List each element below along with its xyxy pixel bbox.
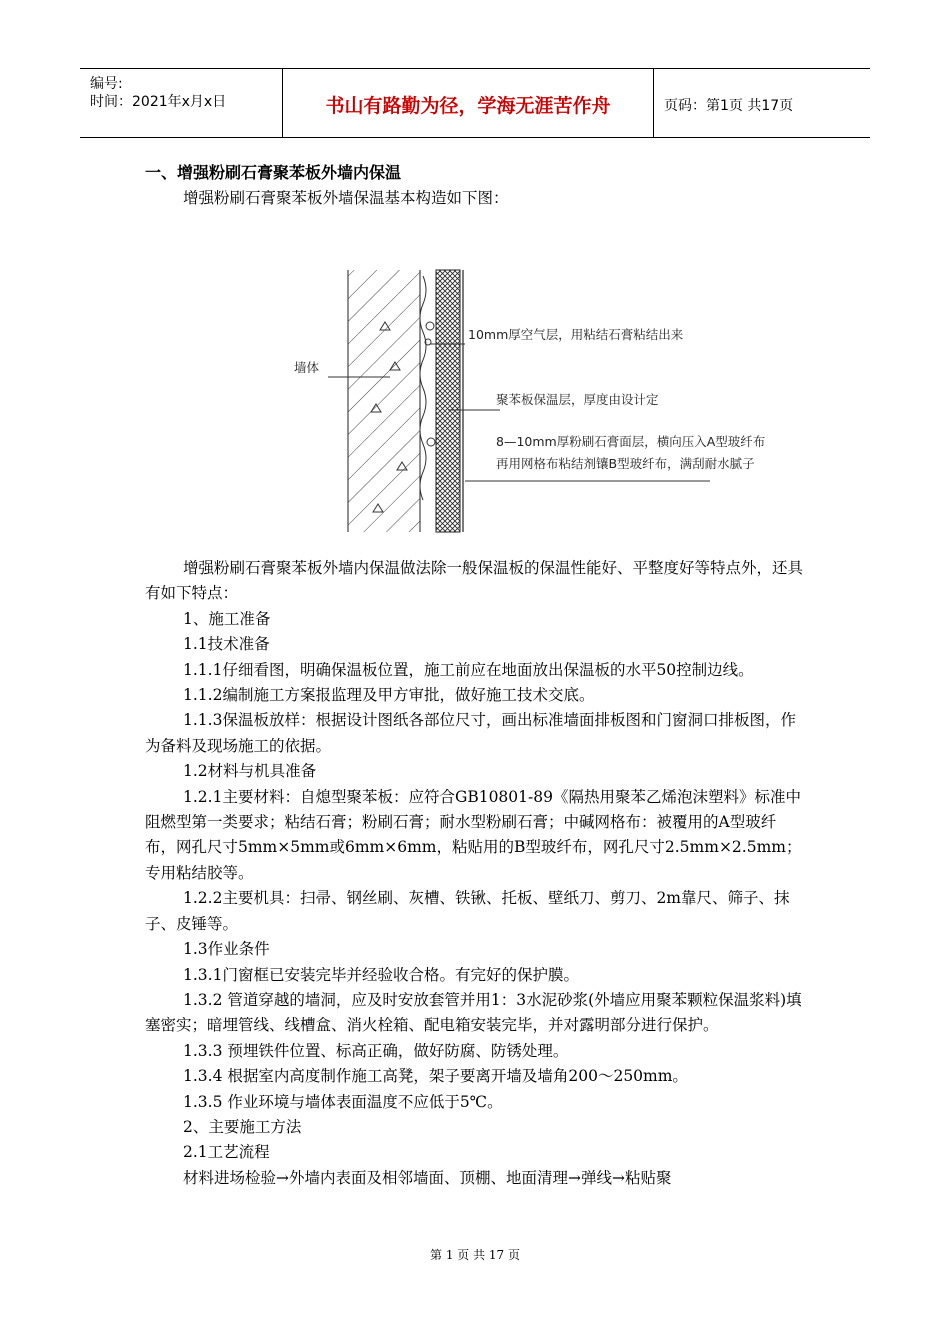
plaster-callout-line2: 再用网格布粘结剂镶B型玻纤布，满刮耐水腻子 (496, 456, 755, 471)
paragraph: 1.3.2 管道穿越的墙洞，应及时安放套管并用1：3水泥砂浆(外墙应用聚苯颗粒保温浆料)填塞密实；暗埋管线、线槽盒、消火栓箱、配电箱安装完毕，并对露明部分进行保护。 (145, 990, 802, 1035)
paragraph: 1.3.5 作业环境与墙体表面温度不应低于5℃。 (183, 1092, 503, 1111)
number-label: 编号: (90, 76, 123, 92)
paragraph: 1.3.3 预埋铁件位置、标高正确，做好防腐、防锈处理。 (183, 1041, 569, 1060)
paragraph: 增强粉刷石膏聚苯板外墙内保温做法除一般保温板的保温性能好、平整度好等特点外，还具有如下特点： (145, 559, 804, 603)
plaster-callout-line1: 8—10mm厚粉刷石膏面层，横向压入A型玻纤布 (496, 434, 766, 449)
wall-construction-diagram (290, 266, 766, 536)
intro-text: 增强粉刷石膏聚苯板外墙保温基本构造如下图： (183, 189, 509, 207)
body-text (145, 556, 807, 1191)
paragraph: 1.2.2主要机具：扫帚、钢丝刷、灰槽、铁锹、托板、壁纸刀、剪刀、2m靠尺、筛子、抹子、皮锤等。 (145, 889, 790, 933)
wall-label: 墙体 (294, 360, 320, 375)
motto-text: 书山有路勤为径，学海无涯苦作舟 (325, 95, 611, 117)
header-meta-cell (80, 69, 280, 137)
page-footer: 第 1 页 共 17 页 (430, 1248, 520, 1262)
paragraph: 2.1工艺流程 (183, 1143, 270, 1162)
section-heading: 一、增强粉刷石膏聚苯板外墙内保温 (145, 163, 402, 182)
paragraph: 1.2材料与机具准备 (183, 762, 317, 781)
paragraph: 1.1.3保温板放样：根据设计图纸各部位尺寸，画出标准墙面排板图和门窗洞口排板图，作为备料及现场施工的依据。 (145, 711, 796, 755)
paragraph: 1.2.1主要材料：自熄型聚苯板：应符合GB10801-89《隔热用聚苯乙烯泡沫塑料》标准中阻燃型第一类要求；粘结石膏；粉刷石膏；耐水型粉刷石膏；中碱网格布：被覆用的A型玻纤布，网孔尺寸5mm×5mm或6mm×6mm，粘贴用的B型玻纤布，网孔尺寸2.5mm×2.5mm；专用粘结胶等。 (145, 787, 802, 882)
paragraph: 1.1技术准备 (183, 635, 270, 654)
insulation-callout: 聚苯板保温层，厚度由设计定 (496, 392, 659, 407)
paragraph: 1、施工准备 (183, 609, 271, 628)
time-label: 时间：2021年x月x日 (90, 94, 227, 110)
air-gap-callout: 10mm厚空气层，用粘结石膏粘结出来 (468, 327, 684, 342)
header-motto-cell (282, 69, 654, 137)
page-info: 页码：第1页 共17页 (664, 98, 794, 114)
eps-insulation-layer (436, 270, 460, 532)
paragraph: 1.1.2编制施工方案报监理及甲方审批，做好施工技术交底。 (183, 686, 595, 705)
document-header (80, 68, 870, 138)
paragraph: 1.3作业条件 (183, 940, 270, 959)
wall-body (348, 270, 420, 532)
paragraph: 2、主要施工方法 (183, 1117, 302, 1136)
air-gap-adhesive (420, 276, 435, 500)
paragraph: 材料进场检验→外墙内表面及相邻墙面、顶棚、地面清理→弹线→粘贴聚 (183, 1168, 672, 1187)
paragraph: 1.3.4 根据室内高度制作施工高凳，架子要离开墙及墙角200～250mm。 (183, 1067, 688, 1086)
paragraph: 1.3.1门窗框已安装完毕并经验收合格。有完好的保护膜。 (183, 965, 579, 984)
paragraph: 1.1.1仔细看图，明确保温板位置，施工前应在地面放出保温板的水平50控制边线。 (183, 660, 754, 679)
